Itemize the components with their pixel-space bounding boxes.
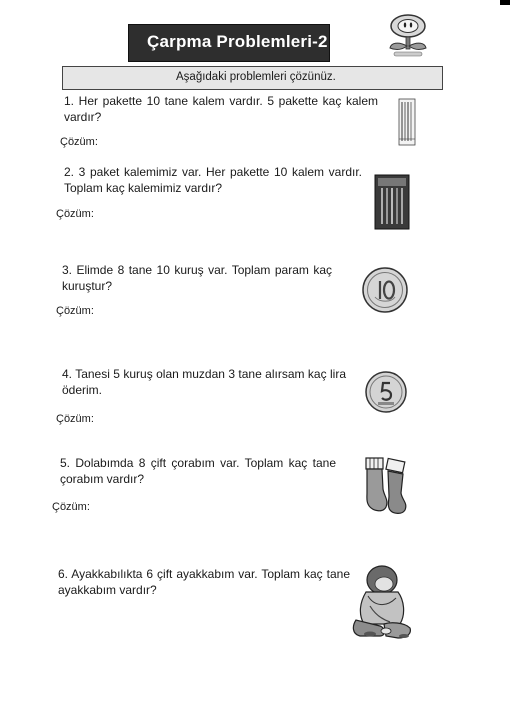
question-3: 3. Elimde 8 tane 10 kuruş var. Toplam param kaç kuruştur? [62,263,332,293]
question-5: 5. Dolabımda 8 çift çorabım var. Toplam kaç tane çorabım vardır? [60,456,336,486]
child-tying-shoes-icon [346,562,416,644]
coin-5-kurus-icon [364,370,408,414]
socks-icon [362,455,412,515]
question-6: 6. Ayakkabılıkta 6 çift ayakkabım var. Toplam kaç tane ayakkabım vardır? [58,567,350,597]
instruction-text: Aşağıdaki problemleri çözünüz. [176,71,336,83]
pen-pack-icon [374,174,410,230]
question-4: 4. Tanesi 5 kuruş olan muzdan 3 tane alırsam kaç lira öderim. [62,367,346,397]
flower-icon [380,10,436,60]
solution-label-2: Çözüm: [56,208,94,220]
solution-label-3: Çözüm: [56,305,94,317]
question-2: 2. 3 paket kalemimiz var. Her pakette 10 kalem vardır. Toplam kaç kalemimiz vardır? [64,165,362,195]
question-1: 1. Her pakette 10 tane kalem vardır. 5 pakette kaç kalem vardır? [64,94,378,124]
solution-label-4: Çözüm: [56,413,94,425]
worksheet-title: Çarpma Problemleri-2 [147,32,328,51]
scan-corner-mark [500,0,510,5]
instruction-bar [62,66,443,90]
coin-10-kurus-icon [361,266,409,314]
solution-label-5: Çözüm: [52,501,90,513]
pencils-icon [398,97,416,147]
solution-label-1: Çözüm: [60,136,98,148]
worksheet-title-bar [128,24,330,62]
